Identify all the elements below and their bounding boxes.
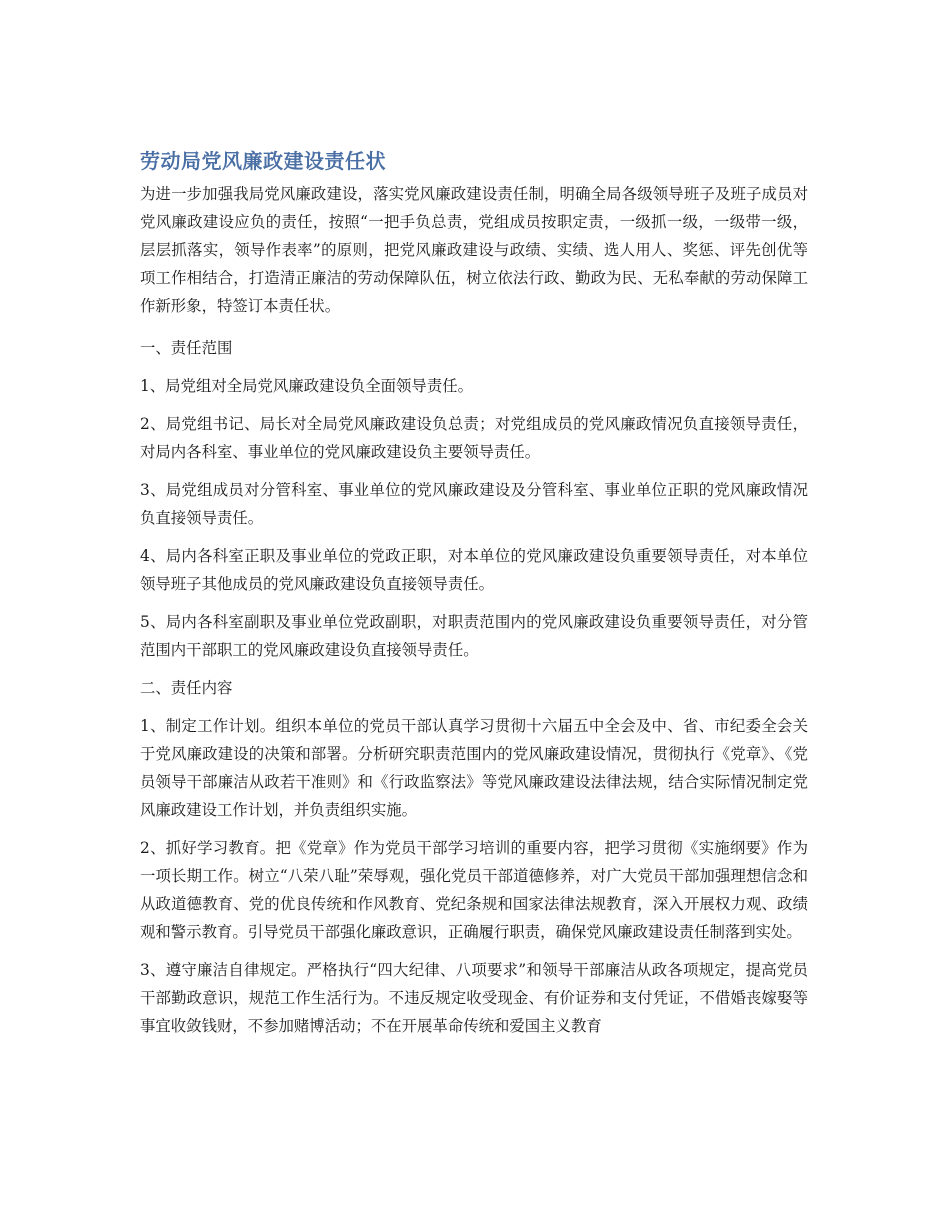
document-page: [140, 146, 808, 1050]
scope-item-3: 3、局党组成员对分管科室、事业单位的党风廉政建设及分管科室、事业单位正职的党风廉政情况负直接领导责任。: [140, 481, 808, 527]
section-heading-scope: 一、责任范围: [140, 339, 233, 357]
scope-item-1: 1、局党组对全局党风廉政建设负全面领导责任。: [140, 377, 473, 395]
scope-item-5: 5、局内各科室副职及事业单位党政副职，对职责范围内的党风廉政建设负重要领导责任，对分管范围内干部职工的党风廉政建设负直接领导责任。: [140, 613, 808, 659]
content-item-3: 3、遵守廉洁自律规定。严格执行“四大纪律、八项要求”和领导干部廉洁从政各项规定，提高党员干部勤政意识，规范工作生活行为。不违反规定收受现金、有价证券和支付凭证，不借婚丧嫁娶等事宜收敛钱财，不参加赌博活动；不在开展革命传统和爱国主义教育: [140, 961, 808, 1035]
scope-item-2: 2、局党组书记、局长对全局党风廉政建设负总责；对党组成员的党风廉政情况负直接领导责任，对局内各科室、事业单位的党风廉政建设负主要领导责任。: [140, 415, 808, 461]
scope-item-4: 4、局内各科室正职及事业单位的党政正职，对本单位的党风廉政建设负重要领导责任，对本单位领导班子其他成员的党风廉政建设负直接领导责任。: [140, 547, 808, 593]
content-item-2: 2、抓好学习教育。把《党章》作为党员干部学习培训的重要内容，把学习贯彻《实施纲要》作为一项长期工作。树立“八荣八耻”荣辱观，强化党员干部道德修养，对广大党员干部加强理想信念和从政道德教育、党的优良传统和作风教育、党纪条规和国家法律法规教育，深入开展权力观、政绩观和警示教育。引导党员干部强化廉政意识，正确履行职责，确保党风廉政建设责任制落到实处。: [140, 839, 808, 941]
document-title: 劳动局党风廉政建设责任状: [140, 149, 386, 173]
intro-paragraph: 为进一步加强我局党风廉政建设，落实党风廉政建设责任制，明确全局各级领导班子及班子成员对党风廉政建设应负的责任，按照“一把手负总责，党组成员按职定责，一级抓一级，一级带一级，层层抓落实，领导作表率”的原则，把党风廉政建设与政绩、实绩、选人用人、奖惩、评先创优等项工作相结合，打造清正廉洁的劳动保障队伍，树立依法行政、勤政为民、无私奉献的劳动保障工作新形象，特签订本责任状。: [140, 185, 808, 315]
section-heading-content: 二、责任内容: [140, 679, 233, 697]
content-item-1: 1、制定工作计划。组织本单位的党员干部认真学习贯彻十六届五中全会及中、省、市纪委全会关于党风廉政建设的决策和部署。分析研究职责范围内的党风廉政建设情况，贯彻执行《党章》、《党员领导干部廉洁从政若干准则》和《行政监察法》等党风廉政建设法律法规，结合实际情况制定党风廉政建设工作计划，并负责组织实施。: [140, 717, 808, 819]
